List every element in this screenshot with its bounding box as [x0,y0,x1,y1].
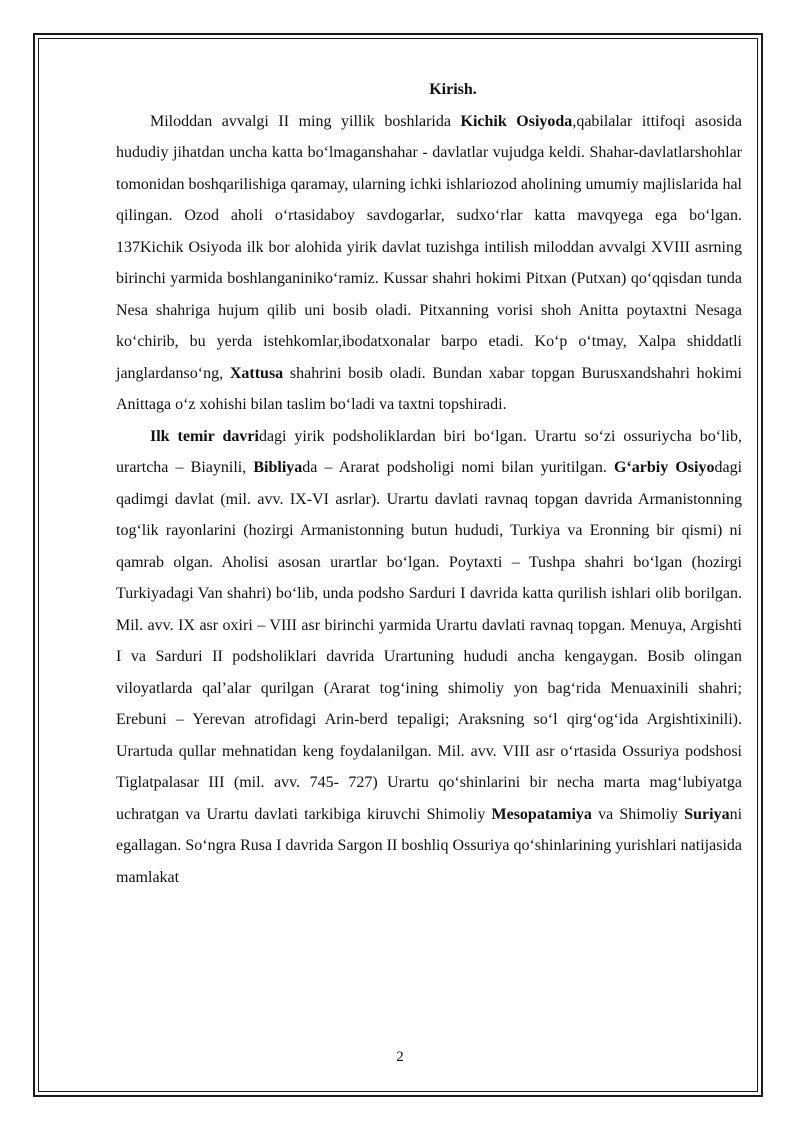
text-run: dagi yirik podsholiklardan biri bo‘lgan. Urartu so‘zi ossuriycha bo‘lib, urartcha – Biaynili, [116,427,742,476]
bold-term: G‘arbiy Osiyo [613,459,715,476]
page-title: Kirish. [429,81,477,98]
text-run: ,qabilalar ittifoqi asosida hududiy jihatdan uncha katta bo‘lmaganshahar - davlatlar vujudga keldi. Shahar-davlatlarshohlar tomonidan boshqarilishiga qaramay, ularning ichki ishlariozod aholining umumiy majlislarida hal qilingan. Ozod aholi o‘rtasidaboy savdogarlar, sudxo‘rlar katta mavqyega ega bo‘lgan. 137Kichik Osiyoda ilk bor alohida yirik davlat tuzishga intilish miloddan avvalgi XVIII asrning birinchi yarmida boshlanganiniko‘ramiz. Kussar shahri hokimi Pitxan (Putxan) qo‘qqisdan tunda Nesa shahriga hujum qilib uni bosib oladi. Pitxanning vorisi shoh Anitta poytaxtni Nesaga ko‘chirib, bu yerda istehkomlar,ibodatxonalar barpo etadi. Ko‘p o‘tmay, Xalpa shiddatli janglardanso‘ng, [116,112,743,382]
text-run: Miloddan avvalgi II ming yillik boshlarida [150,112,461,130]
bold-term: Xattusa [229,364,284,382]
paragraph-1 [116,106,742,421]
page-number: 2 [396,1049,404,1065]
bold-term: Bibliya [253,459,303,476]
text-run: ni egallagan. So‘ngra Rusa I davrida Sargon II boshliq Ossuriya qo‘shinlarining yurishlari natijasida mamlakat [116,805,743,886]
page-body [116,74,742,893]
paragraph-2 [116,421,742,894]
bold-term: Kichik Osiyoda [460,112,573,130]
bold-term: Ilk temir davri [150,427,259,445]
text-run: shahrini bosib oladi. Bundan xabar topgan Burusxandshahri hokimi Anittaga o‘z xohishi bilan taslim bo‘ladi va taxtni topshiradi. [116,364,742,413]
text-run: da – Ararat podsholigi nomi bilan yuritilgan. [302,459,614,476]
bold-term: Suriya [684,805,730,823]
text-run: va Shimoliy [591,805,685,823]
text-run: dagi qadimgi davlat (mil. avv. IX-VI asrlar). Urartu davlati ravnaq topgan davrida Armanistonning tog‘lik rayonlarini (hozirgi Armanistonning butun hududi, Turkiya va Eronning bir qismi) ni qamrab olgan. Aholisi asosan urartlar bo‘lgan. Poytaxti – Tushpa shahri bo‘lgan (hozirgi Turkiyadagi Van shahri) bo‘lib, unda podsho Sarduri I davrida katta qurilish ishlari olib borilgan. Mil. avv. IX asr oxiri – VIII asr birinchi yarmida Urartu davlati ravnaq topgan. Menuya, Argishti I va Sarduri II podsholiklari davrida Urartuning hududi ancha kengaygan. Bosib olingan viloyatlarda qal’alar qurilgan (Ararat tog‘ining shimoliy yon bag‘rida Menuaxinili shahri; Erebuni – Yerevan atrofidagi Arin-berd tepaligi; Araksning so‘l qirg‘og‘ida Argishtixinili). Urartuda qullar mehnatidan keng foydalanilgan. Mil. avv. VIII asr o‘rtasida Ossuriya podshosi Tiglatpalasar III (mil. avv. 745- 727) Urartu qo‘shinlarini bir necha marta mag‘lubiyatga uchratgan va Urartu davlati tarkibiga kiruvchi Shimoliy [116,459,743,823]
bold-term: Mesopatamiya [491,805,592,823]
